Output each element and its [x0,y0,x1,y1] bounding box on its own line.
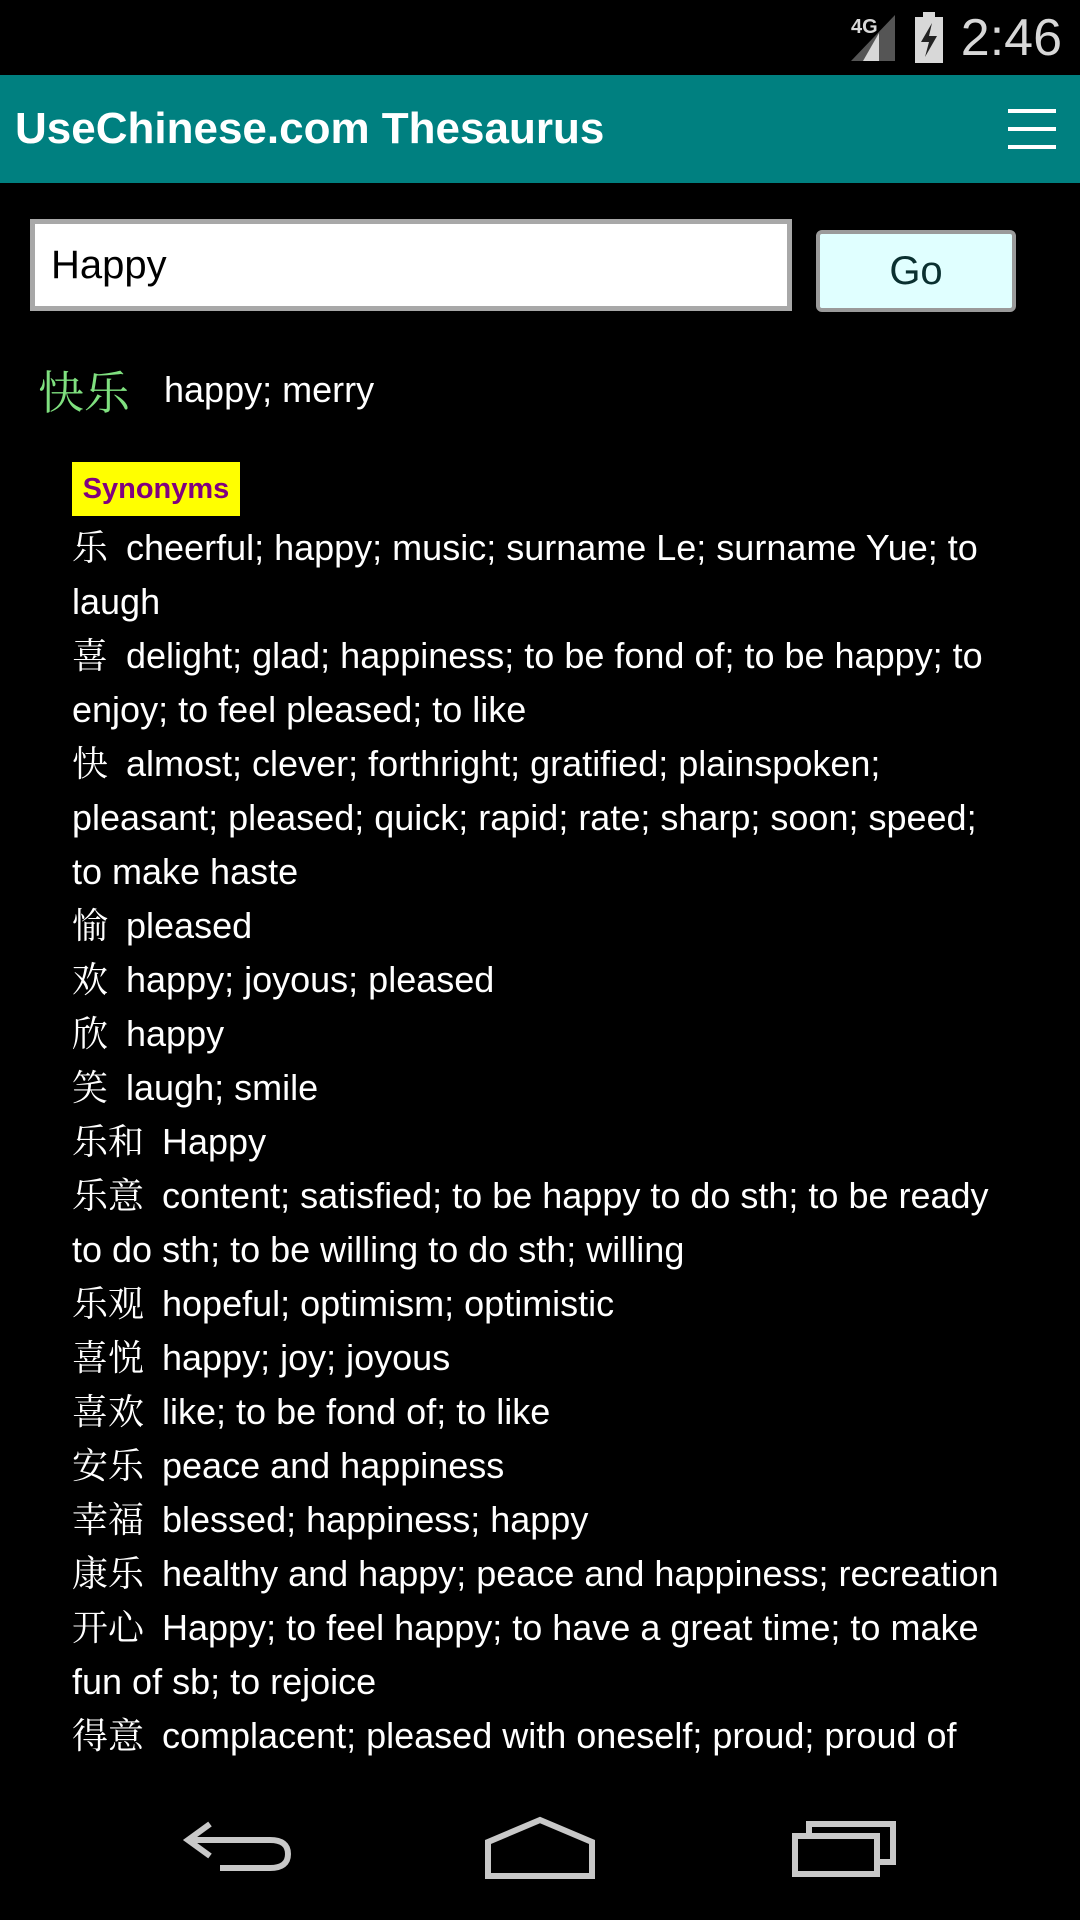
synonym-definition: complacent; pleased with oneself; proud; proud of [162,1715,957,1756]
back-button[interactable] [170,1796,310,1896]
synonym-definition: like; to be fond of; to like [162,1391,551,1432]
entry-head [38,360,374,420]
synonym-definition: pleased [126,905,253,946]
synonym-list [72,521,1012,1763]
synonym-word: 喜欢 [72,1391,145,1432]
app-bar [0,75,1080,183]
synonym-item[interactable] [72,1709,1012,1763]
synonym-item[interactable] [72,1115,1012,1169]
go-button[interactable]: Go [816,230,1016,312]
synonym-item[interactable] [72,1601,1012,1709]
synonym-definition: healthy and happy; peace and happiness; recreation [162,1553,999,1594]
synonym-word: 欣 [72,1013,109,1054]
synonym-item[interactable] [72,1493,1012,1547]
back-icon [170,1796,310,1896]
synonym-item[interactable] [72,1061,1012,1115]
synonym-word: 得意 [72,1715,145,1756]
synonym-word: 安乐 [72,1445,145,1486]
synonym-item[interactable] [72,1385,1012,1439]
synonyms-label: Synonyms [72,462,240,516]
status-time: 2:46 [960,9,1062,67]
synonym-word: 开心 [72,1607,145,1648]
synonym-definition: laugh; smile [126,1067,319,1108]
synonym-word: 笑 [72,1067,109,1108]
synonym-definition: content; satisfied; to be happy to do sth; to be ready to do sth; to be willing to do sth; willing [72,1175,989,1270]
synonym-definition: cheerful; happy; music; surname Le; surname Yue; to laugh [72,527,978,622]
hamburger-menu-icon [1004,101,1060,157]
synonym-item[interactable] [72,521,1012,629]
synonym-word: 乐和 [72,1121,145,1162]
synonym-definition: happy; joyous; pleased [126,959,495,1000]
synonym-item[interactable] [72,899,1012,953]
status-bar [0,0,1080,75]
synonym-word: 乐意 [72,1175,145,1216]
synonym-word: 乐观 [72,1283,145,1324]
synonym-definition: blessed; happiness; happy [162,1499,589,1540]
synonym-definition: hopeful; optimism; optimistic [162,1283,615,1324]
synonym-word: 喜 [72,635,109,676]
synonym-word: 欢 [72,959,109,1000]
synonym-word: 喜悦 [72,1337,145,1378]
synonym-definition: Happy [162,1121,267,1162]
synonym-definition: delight; glad; happiness; to be fond of; to be happy; to enjoy; to feel pleased; to like [72,635,983,730]
navigation-bar [0,1772,1080,1920]
network-label: 4G [850,16,878,38]
recent-apps-button[interactable] [775,1796,915,1896]
synonym-definition: happy; joy; joyous [162,1337,451,1378]
synonym-item[interactable] [72,1169,1012,1277]
synonym-definition: peace and happiness [162,1445,505,1486]
entry-word: 快乐 [38,366,130,420]
home-icon [470,1796,610,1896]
entry-definition: happy; merry [164,369,375,410]
synonym-item[interactable] [72,1439,1012,1493]
synonym-word: 愉 [72,905,109,946]
app-title: UseChinese.com Thesaurus [15,104,605,153]
status-icons [849,8,1062,68]
synonym-item[interactable] [72,1547,1012,1601]
synonym-definition: Happy; to feel happy; to have a great time; to make fun of sb; to rejoice [72,1607,979,1702]
battery-charging-icon [913,12,945,64]
synonym-item[interactable] [72,953,1012,1007]
synonym-definition: happy [126,1013,225,1054]
synonym-item[interactable] [72,1331,1012,1385]
synonym-item[interactable] [72,737,1012,899]
synonym-item[interactable] [72,629,1012,737]
signal-icon [849,13,897,63]
synonym-definition: almost; clever; forthright; gratified; plainspoken; pleasant; pleased; quick; rapid; rate; sharp; soon; speed; to make haste [72,743,977,892]
synonym-item[interactable] [72,1007,1012,1061]
recent-apps-icon [775,1796,915,1896]
synonym-word: 康乐 [72,1553,145,1594]
menu-button[interactable] [1004,101,1060,157]
synonym-item[interactable] [72,1277,1012,1331]
home-button[interactable] [470,1796,610,1896]
synonym-word: 幸福 [72,1499,145,1540]
search-input[interactable] [30,219,792,311]
synonym-word: 快 [72,743,109,784]
synonym-word: 乐 [72,527,109,568]
